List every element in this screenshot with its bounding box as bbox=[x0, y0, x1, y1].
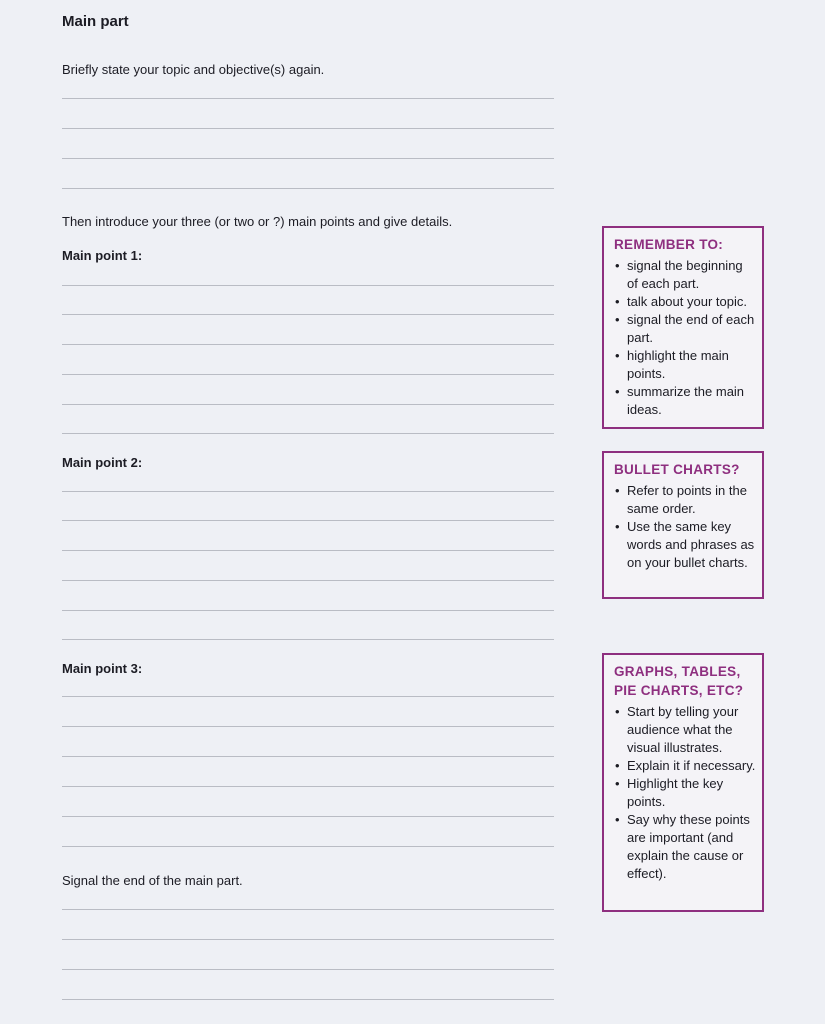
page-title: Main part bbox=[62, 13, 129, 30]
list-item: • signal the end of each part. bbox=[614, 311, 756, 347]
writing-line[interactable] bbox=[62, 756, 554, 757]
writing-line[interactable] bbox=[62, 128, 554, 129]
writing-line[interactable] bbox=[62, 999, 554, 1000]
writing-line[interactable] bbox=[62, 696, 554, 697]
writing-line[interactable] bbox=[62, 491, 554, 492]
writing-line[interactable] bbox=[62, 285, 554, 286]
writing-line[interactable] bbox=[62, 344, 554, 345]
writing-line[interactable] bbox=[62, 314, 554, 315]
writing-line[interactable] bbox=[62, 98, 554, 99]
writing-line[interactable] bbox=[62, 816, 554, 817]
main-point-2-label: Main point 2: bbox=[62, 455, 143, 470]
list-item: • highlight the main points. bbox=[614, 347, 756, 383]
writing-line[interactable] bbox=[62, 969, 554, 970]
remember-to-title: REMEMBER TO: bbox=[614, 237, 724, 252]
writing-line[interactable] bbox=[62, 939, 554, 940]
bullet-charts-title: BULLET CHARTS? bbox=[614, 462, 740, 477]
list-item: • talk about your topic. bbox=[614, 293, 756, 311]
writing-line[interactable] bbox=[62, 786, 554, 787]
writing-line[interactable] bbox=[62, 520, 554, 521]
writing-line[interactable] bbox=[62, 550, 554, 551]
list-item: • Use the same key words and phrases as on your bullet charts. bbox=[614, 518, 756, 572]
graphs-tables-list bbox=[614, 703, 756, 883]
writing-line[interactable] bbox=[62, 188, 554, 189]
writing-line[interactable] bbox=[62, 580, 554, 581]
instruction-introduce: Then introduce your three (or two or ?) main points and give details. bbox=[62, 214, 453, 229]
writing-line[interactable] bbox=[62, 433, 554, 434]
remember-to-box bbox=[602, 226, 764, 429]
writing-line[interactable] bbox=[62, 726, 554, 727]
list-item: • Explain it if necessary. bbox=[614, 757, 756, 775]
main-point-3-label: Main point 3: bbox=[62, 661, 143, 676]
instruction-signal-end: Signal the end of the main part. bbox=[62, 873, 243, 888]
list-item: • Refer to points in the same order. bbox=[614, 482, 756, 518]
bullet-charts-list bbox=[614, 482, 756, 572]
writing-line[interactable] bbox=[62, 158, 554, 159]
remember-to-list bbox=[614, 257, 756, 419]
list-item: • Highlight the key points. bbox=[614, 775, 756, 811]
writing-line[interactable] bbox=[62, 846, 554, 847]
list-item: • summarize the main ideas. bbox=[614, 383, 756, 419]
list-item: • signal the beginning of each part. bbox=[614, 257, 756, 293]
writing-line[interactable] bbox=[62, 374, 554, 375]
writing-line[interactable] bbox=[62, 639, 554, 640]
graphs-tables-box bbox=[602, 653, 764, 912]
main-point-1-label: Main point 1: bbox=[62, 248, 143, 263]
writing-line[interactable] bbox=[62, 404, 554, 405]
writing-line[interactable] bbox=[62, 909, 554, 910]
bullet-charts-box bbox=[602, 451, 764, 599]
list-item: • Start by telling your audience what the visual illustrates. bbox=[614, 703, 756, 757]
instruction-restate: Briefly state your topic and objective(s) again. bbox=[62, 62, 325, 77]
list-item: • Say why these points are important (and explain the cause or effect). bbox=[614, 811, 756, 883]
graphs-tables-title: GRAPHS, TABLES, PIE CHARTS, ETC? bbox=[614, 664, 744, 698]
writing-line[interactable] bbox=[62, 610, 554, 611]
